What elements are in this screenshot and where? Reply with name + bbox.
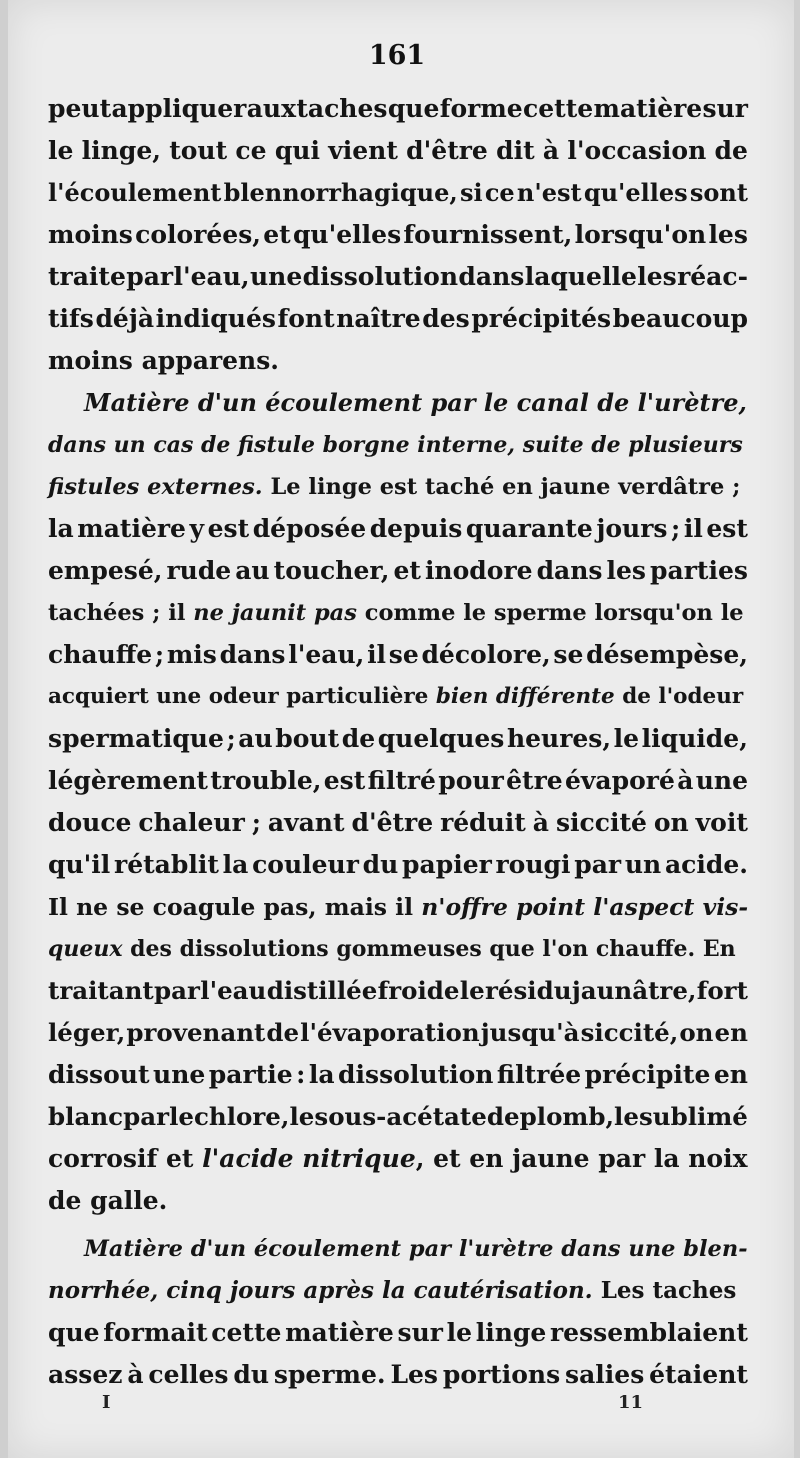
text-line: peut appliquer aux taches que forme cette matière sur <box>48 94 748 123</box>
text-line: léger, provenant de l'évaporation jusqu'à siccité, on en <box>48 1018 748 1047</box>
text-line <box>48 676 748 718</box>
italic-phrase: l'acide nitrique <box>202 1144 416 1173</box>
book-page <box>8 0 794 1458</box>
italic-phrase: n'offre point l'aspect vis- <box>421 893 749 921</box>
text-run: comme le sperme lorsqu'on le <box>356 600 744 626</box>
text-line: traitant par l'eau distillée froide le résidu jaunâtre, fort <box>48 976 748 1005</box>
text-line: douce chaleur ; avant d'être réduit à siccité on voit <box>48 808 748 837</box>
text-run: acquiert une odeur particulière <box>48 684 436 709</box>
text-run: corrosif et <box>48 1144 203 1173</box>
text-line <box>48 1138 748 1180</box>
text-line: blanc par le chlore, le sous-acétate de plomb, le sublimé <box>48 1102 748 1131</box>
text-line: traite par l'eau, une dissolution dans laquelle les réac- <box>48 262 748 291</box>
text-line: assez à celles du sperme. Les portions salies étaient <box>48 1360 748 1389</box>
text-line: empesé, rude au toucher, et inodore dans les parties <box>48 556 748 585</box>
text-line: qu'il rétablit la couleur du papier rougi par un acide. <box>48 850 748 879</box>
italic-heading: dans un cas de fistule borgne interne, suite de plusieurs <box>48 432 743 458</box>
text-line <box>48 886 748 928</box>
text-line: chauffe ; mis dans l'eau, il se décolore, se désempèse, <box>48 640 748 669</box>
text-line: que formait cette matière sur le linge ressemblaient <box>48 1318 748 1347</box>
text-line: l'écoulement blennorrhagique, si ce n'est qu'elles sont <box>48 178 748 207</box>
text-run: Le linge est taché en jaune verdâtre ; <box>262 474 741 500</box>
text-run: de l'odeur <box>614 684 744 709</box>
text-run: , et en jaune par la noix <box>415 1144 748 1173</box>
text-line <box>48 424 748 466</box>
italic-heading: Matière d'un écoulement par le canal de l'urètre, <box>84 388 747 417</box>
text-line: de galle. <box>48 1186 168 1215</box>
text-line: tifs déjà indiqués font naître des précipités beaucoup <box>48 304 748 333</box>
text-line <box>48 382 748 424</box>
paragraph-3 <box>48 1228 748 1396</box>
text-line: la matière y est déposée depuis quarante jours ; il est <box>48 514 748 543</box>
italic-heading: Matière d'un écoulement par l'urètre dans une blen- <box>84 1236 748 1262</box>
text-line <box>48 1228 748 1270</box>
text-line: le linge, tout ce qui vient d'être dit à l'occasion de <box>48 136 748 165</box>
text-line <box>48 592 748 634</box>
text-line <box>48 1270 748 1312</box>
text-run: des dissolutions gommeuses que l'on chauffe. En <box>122 936 736 962</box>
italic-heading: norrhée, cinq jours après la cautérisation. <box>48 1277 593 1304</box>
text-run: Il ne se coagule pas, mais il <box>48 893 422 921</box>
text-line: spermatique ; au bout de quelques heures, le liquide, <box>48 724 748 753</box>
text-line: légèrement trouble, est filtré pour être évaporé à une <box>48 766 748 795</box>
signature-mark-right: 11 <box>618 1392 644 1413</box>
page-number: 161 <box>368 40 426 71</box>
text-line: moins apparens. <box>48 346 279 375</box>
text-line: dissout une partie : la dissolution filtrée précipite en <box>48 1060 748 1089</box>
italic-phrase: ne jaunit pas <box>193 600 357 626</box>
text-run: tachées ; il <box>48 600 194 626</box>
paragraph-1 <box>48 88 748 382</box>
italic-phrase: queux <box>48 936 123 962</box>
text-line: moins colorées, et qu'elles fournissent, lorsqu'on les <box>48 220 748 249</box>
page-body <box>48 88 748 1396</box>
paragraph-2 <box>48 382 748 1222</box>
italic-phrase: bien différente <box>435 684 615 709</box>
italic-heading: fistules externes. <box>48 474 263 500</box>
signature-mark-left: I <box>102 1392 111 1413</box>
text-line <box>48 466 748 508</box>
text-run: Les taches <box>592 1277 737 1304</box>
text-line <box>48 928 748 970</box>
